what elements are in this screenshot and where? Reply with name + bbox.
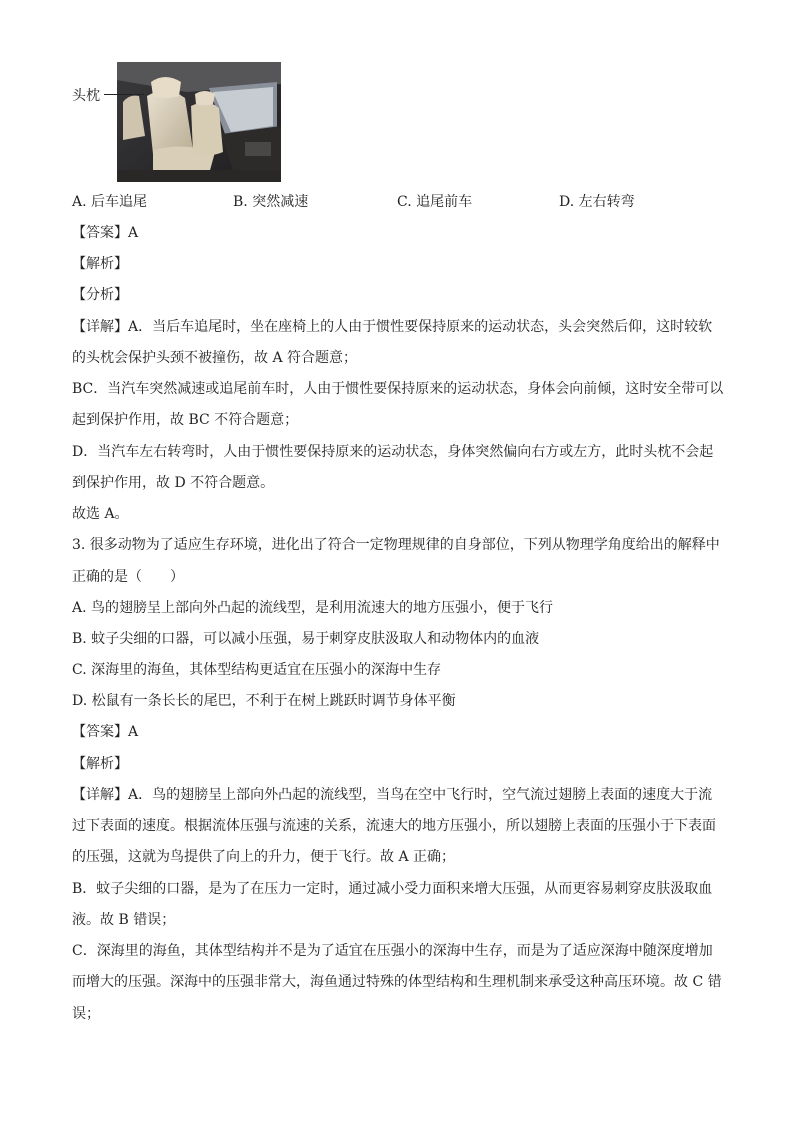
answer-line: 【答案】A	[72, 724, 139, 740]
question-3-option-b: B. 蚊子尖细的口器，可以减小压强，易于刺穿皮肤汲取人和动物体内的血液	[72, 631, 540, 647]
question-3-option-d: D. 松鼠有一条长长的尾巴，不利于在树上跳跃时调节身体平衡	[72, 693, 456, 709]
detail-line: 的压强，这就为鸟提供了向上的升力，便于飞行。故 A 正确；	[72, 849, 456, 865]
detail-line: 起到保护作用，故 BC 不符合题意；	[72, 412, 299, 428]
detail-line: 过下表面的速度。根据流体压强与流速的关系，流速大的地方压强小，所以翅膀上表面的压强小于下表面	[72, 818, 716, 834]
detail-line: 液。故 B 错误；	[72, 912, 176, 928]
car-seat-figure	[117, 62, 281, 182]
detail-line: 而增大的压强。深海中的压强非常大，海鱼通过特殊的体型结构和生理机制来承受这种高压环境。故 C 错	[72, 974, 722, 990]
option-d: D. 左右转弯	[559, 194, 635, 210]
question-3-option-a: A. 鸟的翅膀呈上部向外凸起的流线型，是利用流速大的地方压强小，便于飞行	[72, 600, 554, 616]
analysis-heading: 【解析】	[72, 256, 128, 272]
conclusion-line: 故选 A。	[72, 506, 129, 522]
option-c: C. 追尾前车	[397, 194, 473, 210]
detail-line: B．蚊子尖细的口器，是为了在压力一定时，通过减小受力面积来增大压强，从而更容易刺穿皮肤汲取血	[72, 881, 713, 897]
detail-line: C．深海里的海鱼，其体型结构并不是为了适宜在压强小的深海中生存，而是为了适应深海中随深度增加	[72, 943, 713, 959]
option-b: B. 突然减速	[233, 194, 309, 210]
car-interior-image	[117, 62, 281, 182]
detail-line: BC．当汽车突然减速或追尾前车时，人由于惯性要保持原来的运动状态，身体会向前倾，这时安全带可以	[72, 381, 724, 397]
detail-line: 误；	[72, 1006, 100, 1022]
headrest-label: 头枕	[72, 88, 100, 104]
analysis-heading: 【解析】	[72, 756, 128, 772]
analysis-subheading: 【分析】	[72, 287, 128, 303]
headrest-leader-line	[104, 94, 144, 95]
question-3-stem: 正确的是（ ）	[72, 569, 184, 585]
question-3-stem: 3. 很多动物为了适应生存环境，进化出了符合一定物理规律的自身部位，下列从物理学角度给出的解释中	[72, 537, 720, 553]
detail-line: 的头枕会保护头颈不被撞伤，故 A 符合题意；	[72, 350, 358, 366]
detail-line: 【详解】A．鸟的翅膀呈上部向外凸起的流线型，当鸟在空中飞行时，空气流过翅膀上表面的速度大于流	[72, 787, 713, 803]
detail-line: 【详解】A．当后车追尾时，坐在座椅上的人由于惯性要保持原来的运动状态，头会突然后仰，这时较软	[72, 319, 713, 335]
detail-line: 到保护作用，故 D 不符合题意。	[72, 475, 275, 491]
answer-line: 【答案】A	[72, 225, 139, 241]
question-3-option-c: C. 深海里的海鱼，其体型结构更适宜在压强小的深海中生存	[72, 662, 442, 678]
option-a: A. 后车追尾	[72, 194, 148, 210]
detail-line: D．当汽车左右转弯时，人由于惯性要保持原来的运动状态，身体突然偏向右方或左方，此时头枕不会起	[72, 444, 714, 460]
